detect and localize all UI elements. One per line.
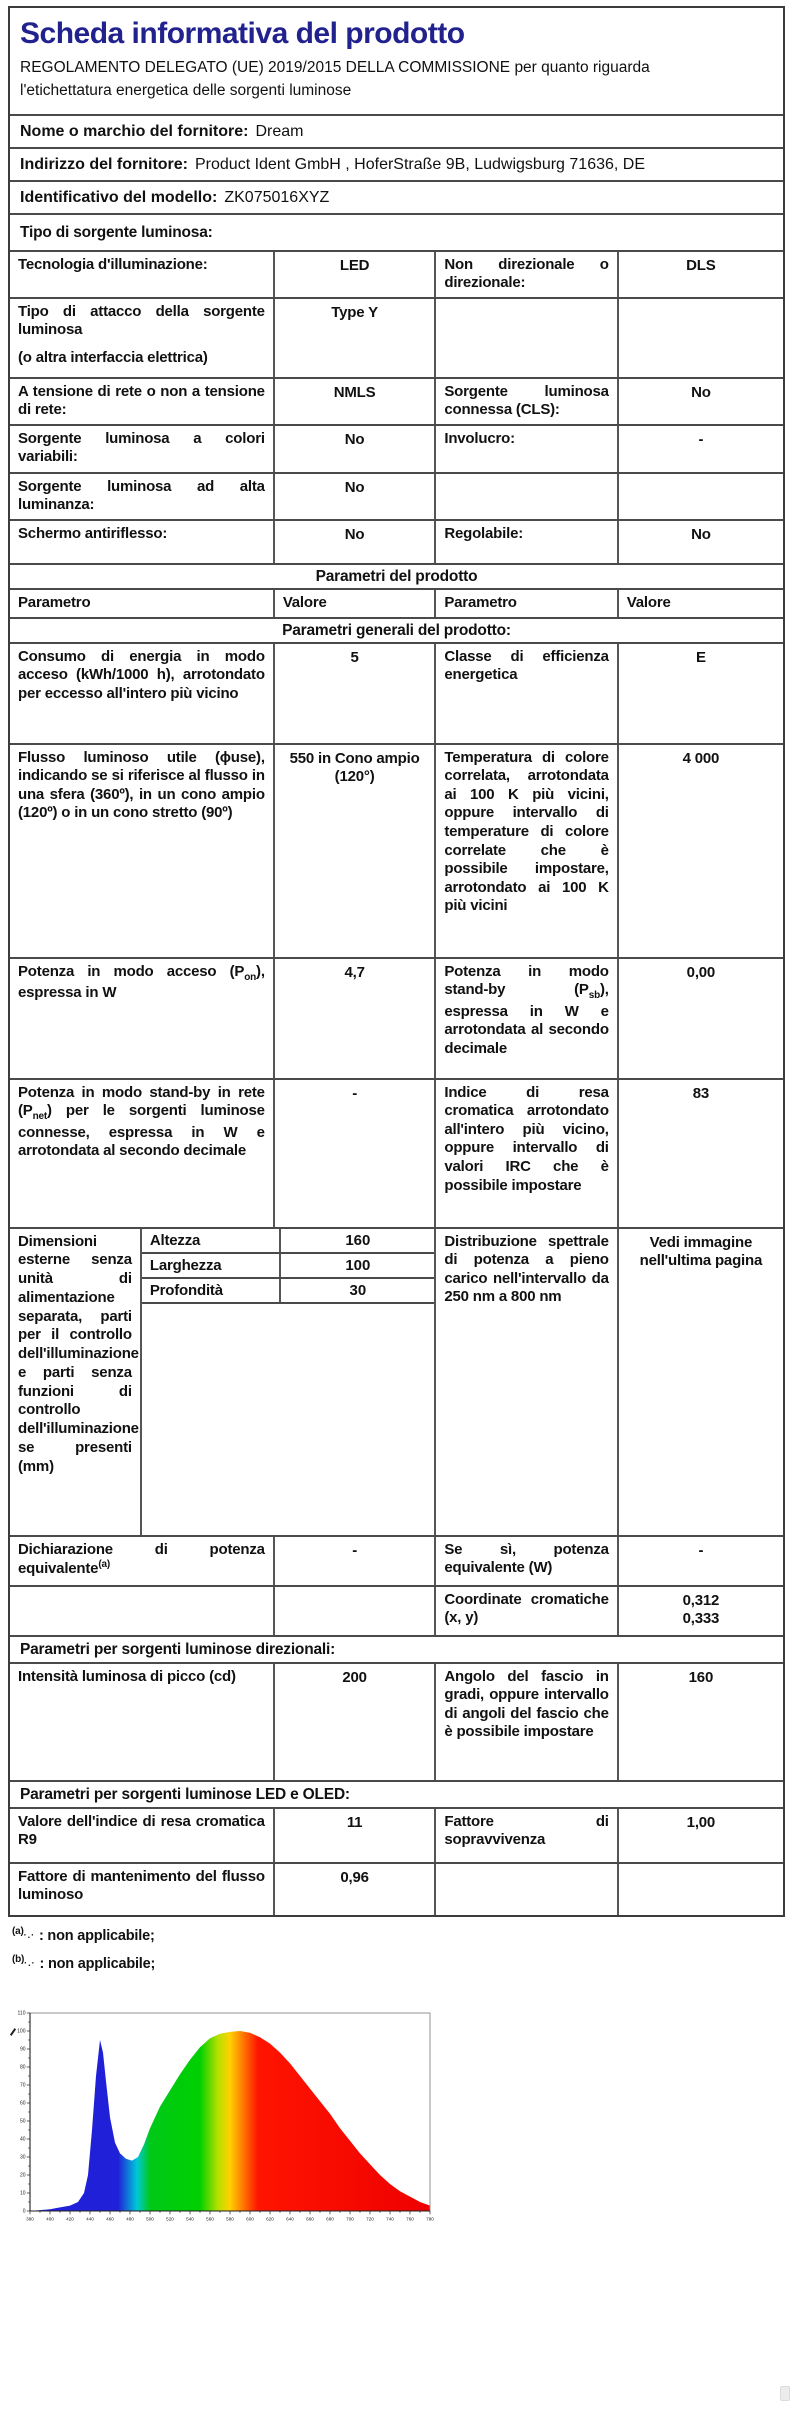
dimension-value-cell: 100 xyxy=(279,1254,434,1277)
svg-text:80: 80 xyxy=(19,2064,26,2071)
value-cell: 4 000 xyxy=(617,745,783,957)
type-rows-container xyxy=(10,250,783,564)
value-cell xyxy=(273,1587,435,1635)
model-id-row xyxy=(10,180,783,213)
param-label-cell: Indice di resa cromatica arrotondato all'intero più vicino, oppure intervallo di valori IRC che è possibile impostare xyxy=(434,1080,616,1227)
param-label-cell: Fattore di sopravvivenza xyxy=(434,1809,616,1862)
param-label-cell: Flusso luminoso utile (ϕuse), indicando se si riferisce al flusso in una sfera (360º), in un cono ampio (120º) o in un cono stretto (90º) xyxy=(18,748,265,822)
svg-text:0: 0 xyxy=(22,2208,26,2215)
param-label-cell xyxy=(434,474,616,519)
param-label-cell xyxy=(434,1864,616,1915)
section-directional-title: Parametri per sorgenti luminose direzionali: xyxy=(10,1635,783,1662)
page-corner-mark xyxy=(780,2386,790,2401)
supplier-name-row xyxy=(10,114,783,147)
spectral-chart-wrap xyxy=(6,2006,438,2231)
value-cell: No xyxy=(273,521,435,563)
param-label-cell: Intensità luminosa di picco (cd) xyxy=(18,1667,236,1685)
table-row xyxy=(10,1585,783,1635)
general-rows-b-container xyxy=(10,1535,783,1635)
table-row xyxy=(10,957,783,1078)
param-label-cell: Sorgente luminosa connessa (CLS): xyxy=(434,379,616,424)
supplier-address-row xyxy=(10,147,783,180)
param-label-cell: Potenza in modo stand-by $(P_{sb})$, espressa in W e arrotondata al secondo decimale xyxy=(434,959,616,1078)
value-cell: Valore xyxy=(617,590,783,617)
footnote-b: $^{(b)}$·.· : non applicabile; xyxy=(12,1953,156,1972)
led-rows-container xyxy=(10,1807,783,1915)
param-label-cell: Sorgente luminosa a colori variabili: xyxy=(18,429,265,466)
value-cell: DLS xyxy=(617,252,783,297)
param-label-cell: Involucro: xyxy=(434,426,616,472)
table-row xyxy=(10,297,783,377)
value-cell: - xyxy=(617,426,783,472)
param-label-cell xyxy=(434,299,616,377)
svg-text:20: 20 xyxy=(19,2172,26,2179)
model-id-value: ZK075016XYZ xyxy=(224,188,330,206)
svg-text:380: 380 xyxy=(26,2216,34,2222)
column-header-row xyxy=(10,588,783,617)
svg-text:30: 30 xyxy=(19,2154,26,2161)
table-row xyxy=(10,1862,783,1915)
svg-text:400: 400 xyxy=(46,2216,54,2222)
general-rows-container xyxy=(10,642,783,1227)
value-cell: - xyxy=(273,1080,435,1227)
value-cell xyxy=(617,474,783,519)
dimension-name-cell: Larghezza xyxy=(149,1256,222,1274)
svg-text:520: 520 xyxy=(166,2216,174,2222)
param-label-cell: Coordinate cromatiche (x, y) xyxy=(434,1587,616,1635)
dimension-value-cell: 160 xyxy=(279,1229,434,1252)
svg-text:70: 70 xyxy=(19,2082,26,2089)
param-label-cell: Potenza in modo stand-by in rete $(P_{net})$ per le sorgenti luminose connesse, espressa in W e arrotondata al secondo decimale xyxy=(18,1083,265,1160)
value-cell: 0,00 xyxy=(617,959,783,1078)
table-row xyxy=(10,377,783,424)
supplier-address-value: Product Ident GmbH , HoferStraße 9B, Ludwigsburg 71636, DE xyxy=(195,155,646,173)
dimensions-row-container xyxy=(10,1227,783,1535)
value-cell: Vedi immagine nell'ultima pagina xyxy=(617,1229,783,1535)
param-label-cell: Temperatura di colore correlata, arrotondata ai 100 K più vicini, oppure intervallo di temperature di colore correlate che è possibile impostare, arrotondato ai 100 K più vicini xyxy=(434,745,616,957)
supplier-address-label: Indirizzo del fornitore: xyxy=(20,155,188,173)
svg-text:480: 480 xyxy=(126,2216,134,2222)
param-label-cell: Potenza in modo acceso $(P_{on})$, espressa in W xyxy=(18,962,265,1002)
regulation-text: REGOLAMENTO DELEGATO (UE) 2019/2015 DELLA COMMISSIONE per quanto riguarda l'etichettatura energetica delle sorgenti luminose xyxy=(20,59,650,100)
value-cell: NMLS xyxy=(273,379,435,424)
param-label-cell: Classe di efficienza energetica xyxy=(434,644,616,743)
product-info-table xyxy=(8,6,785,1917)
param-label-cell: Se sì, potenza equivalente (W) xyxy=(434,1537,616,1585)
svg-text:580: 580 xyxy=(226,2216,234,2222)
param-label-cell: A tensione di rete o non a tensione di rete: xyxy=(18,382,265,419)
dimensions-row xyxy=(10,1227,783,1535)
svg-text:740: 740 xyxy=(386,2216,394,2222)
dimension-sub-row xyxy=(142,1254,435,1279)
section-type-title: Tipo di sorgente luminosa: xyxy=(10,213,783,250)
column-header-row xyxy=(10,588,783,617)
table-row xyxy=(10,250,783,297)
directional-rows-container xyxy=(10,1662,783,1780)
value-cell: No xyxy=(617,521,783,563)
param-label-cell xyxy=(10,1587,273,1635)
param-label-cell: Valore dell'indice di resa cromatica R9 xyxy=(18,1812,265,1849)
title-block xyxy=(10,8,783,103)
param-label-cell: Parametro xyxy=(434,590,616,617)
footnote-a: $^{(a)}$·.· : non applicabile; xyxy=(12,1926,155,1944)
model-id-label: Identificativo del modello: xyxy=(20,188,218,206)
value-cell: 5 xyxy=(273,644,435,743)
dimension-sub-row xyxy=(142,1229,435,1254)
table-row xyxy=(10,424,783,472)
svg-text:640: 640 xyxy=(286,2216,294,2222)
value-cell: 0,312 0,333 xyxy=(617,1587,783,1635)
table-row xyxy=(10,743,783,957)
svg-text:500: 500 xyxy=(146,2216,154,2222)
param-label-cell: Regolabile: xyxy=(434,521,616,563)
param-label-cell: Distribuzione spettrale di potenza a pieno carico nell'intervallo da 250 nm a 800 nm xyxy=(434,1229,616,1535)
spd-curve xyxy=(30,2031,430,2211)
value-cell: No xyxy=(617,379,783,424)
svg-text:420: 420 xyxy=(66,2216,74,2222)
svg-text:460: 460 xyxy=(106,2216,114,2222)
section-led-title: Parametri per sorgenti luminose LED e OLED: xyxy=(10,1780,783,1807)
svg-text:440: 440 xyxy=(86,2216,94,2222)
param-label-cell: Parametro xyxy=(18,594,91,612)
param-label-cell: Angolo del fascio in gradi, oppure intervallo di angoli del fascio che è possibile impostare xyxy=(434,1664,616,1780)
value-cell xyxy=(617,299,783,377)
value-cell: Type Y xyxy=(273,299,435,377)
table-row xyxy=(10,1078,783,1227)
table-row xyxy=(10,519,783,563)
value-cell: 4,7 xyxy=(273,959,435,1078)
svg-text:60: 60 xyxy=(19,2100,26,2107)
param-label-cell: Fattore di mantenimento del flusso luminoso xyxy=(18,1867,265,1904)
supplier-name-label: Nome o marchio del fornitore: xyxy=(20,122,249,140)
svg-text:560: 560 xyxy=(206,2216,214,2222)
svg-text:720: 720 xyxy=(366,2216,374,2222)
spectral-distribution-chart xyxy=(6,2006,438,2226)
section-product-params-title: Parametri del prodotto xyxy=(10,563,783,588)
value-cell: No xyxy=(273,426,435,472)
table-row xyxy=(10,642,783,743)
value-cell: E xyxy=(617,644,783,743)
param-label-cell: Consumo di energia in modo acceso (kWh/1000 h), arrotondato per eccesso all'intero più vicino xyxy=(18,647,265,702)
section-general-title: Parametri generali del prodotto: xyxy=(10,617,783,642)
value-cell: LED xyxy=(273,252,435,297)
supplier-name-value: Dream xyxy=(255,122,304,140)
footnotes xyxy=(12,1926,155,1982)
svg-text:40: 40 xyxy=(19,2136,26,2143)
svg-text:540: 540 xyxy=(186,2216,194,2222)
dimension-name-cell: Altezza xyxy=(149,1231,201,1249)
value-cell: - xyxy=(617,1537,783,1585)
page-title: Scheda informativa del prodotto xyxy=(20,17,465,50)
value-cell: Valore xyxy=(273,590,435,617)
table-row xyxy=(10,1807,783,1862)
value-cell: 200 xyxy=(273,1664,435,1780)
param-label-cell: Tecnologia d'illuminazione: xyxy=(18,255,208,273)
dimension-sub-row xyxy=(142,1279,435,1304)
svg-text:780: 780 xyxy=(426,2216,434,2222)
dimensions-sub-table xyxy=(140,1229,435,1535)
value-cell: 1,00 xyxy=(617,1809,783,1862)
value-cell xyxy=(617,1864,783,1915)
svg-text:700: 700 xyxy=(346,2216,354,2222)
dimension-name-cell: Profondità xyxy=(149,1281,223,1299)
param-label-cell: Schermo antiriflesso: xyxy=(18,525,168,543)
svg-text:10: 10 xyxy=(19,2190,26,2197)
value-cell: 0,96 xyxy=(273,1864,435,1915)
value-cell: 11 xyxy=(273,1809,435,1862)
svg-text:90: 90 xyxy=(19,2046,26,2053)
svg-text:100: 100 xyxy=(17,2028,26,2035)
param-label-cell: Non direzionale o direzionale: xyxy=(434,252,616,297)
dimension-value-cell: 30 xyxy=(279,1279,434,1302)
value-cell: 83 xyxy=(617,1080,783,1227)
table-row xyxy=(10,1662,783,1780)
svg-text:680: 680 xyxy=(326,2216,334,2222)
svg-text:620: 620 xyxy=(266,2216,274,2222)
svg-text:660: 660 xyxy=(306,2216,314,2222)
param-label-cell: Tipo di attacco della sorgente luminosa (o altra interfaccia elettrica) xyxy=(18,302,265,366)
value-cell: 550 in Cono ampio (120°) xyxy=(273,745,435,957)
table-row xyxy=(10,1535,783,1585)
svg-text:600: 600 xyxy=(246,2216,254,2222)
svg-text:760: 760 xyxy=(406,2216,414,2222)
svg-text:50: 50 xyxy=(19,2118,26,2125)
dimensions-label-cell: Dimensioni esterne senza unità di alimentazione separata, parti per il controllo dell'illuminazione e parti senza funzioni di controllo dell'illuminazione, se presenti (mm) xyxy=(18,1232,143,1475)
value-cell: - xyxy=(273,1537,435,1585)
table-row xyxy=(10,472,783,519)
svg-text:110: 110 xyxy=(17,2010,26,2017)
param-label-cell: Dichiarazione di potenza equivalente$^{(a)}$ xyxy=(18,1540,265,1578)
value-cell: No xyxy=(273,474,435,519)
value-cell: 160 xyxy=(617,1664,783,1780)
param-label-cell: Sorgente luminosa ad alta luminanza: xyxy=(18,477,265,514)
